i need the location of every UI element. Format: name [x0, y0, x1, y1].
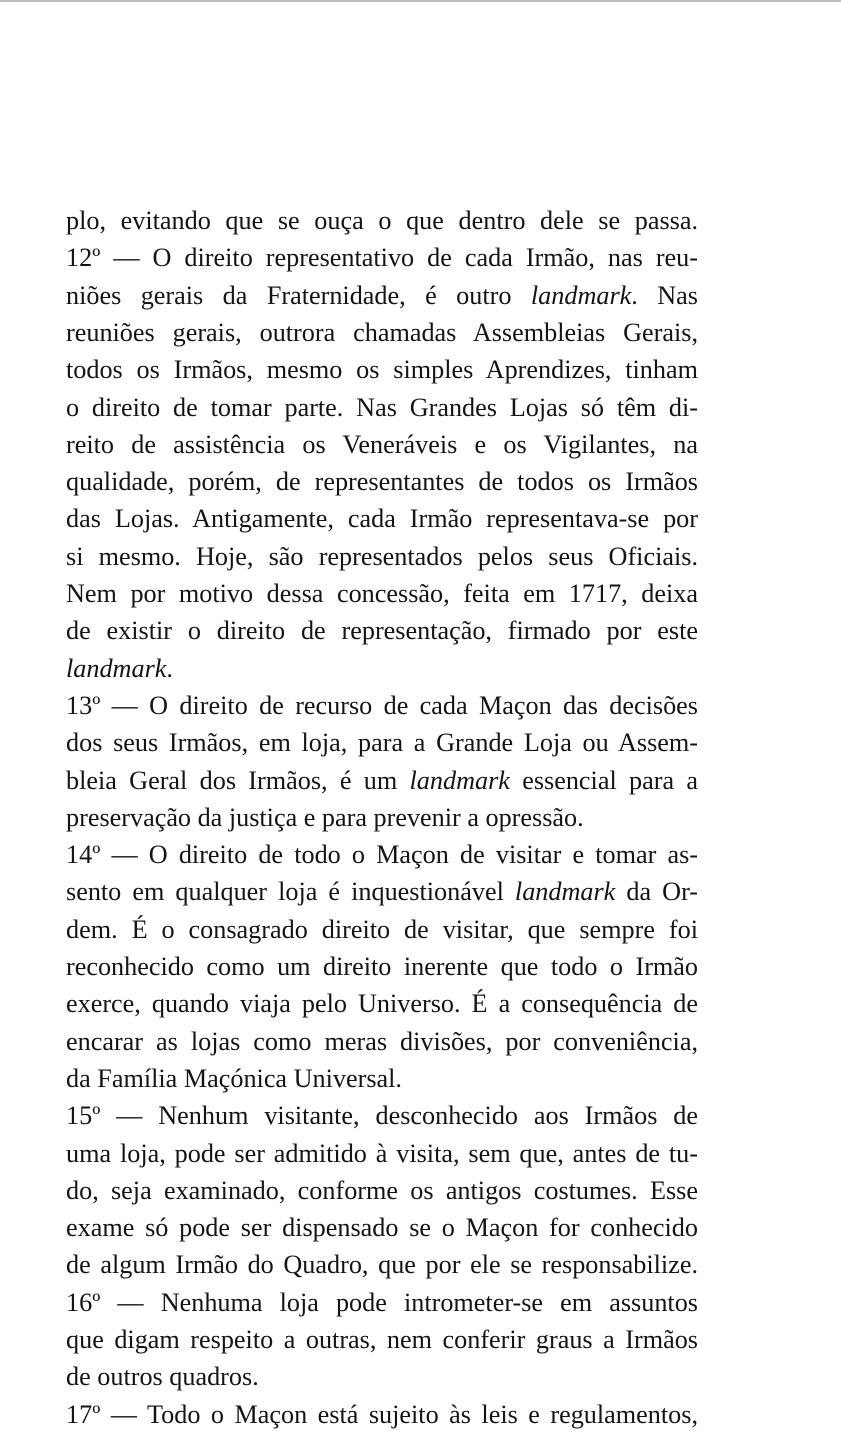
text-line: [66, 466, 698, 503]
text-segment: todos os Irmãos, mesmo os simples Aprendizes, tinham: [66, 355, 698, 385]
italic-term: landmark: [514, 877, 616, 907]
text-segment: das Lojas. Antigamente, cada Irmão representava-se por: [66, 504, 698, 534]
text-line: [66, 1361, 698, 1398]
text-segment: de outros quadros.: [66, 1362, 259, 1392]
text-line: [66, 615, 698, 652]
text-line: [66, 1287, 698, 1324]
text-line: [66, 914, 698, 951]
text-segment: reito de assistência os Veneráveis e os Vigilantes, na: [66, 429, 698, 459]
text-segment: 16º — Nenhuma loja pode intrometer-se em assuntos: [66, 1287, 698, 1317]
text-segment: bleia Geral dos Irmãos, é um: [66, 765, 410, 795]
scan-edge: [0, 0, 841, 2]
text-line: [66, 690, 698, 727]
text-segment: 14º — O direito de todo o Maçon de visitar e tomar as-: [66, 840, 698, 870]
text-segment: 15º — Nenhum visitante, desconhecido aos Irmãos de: [66, 1101, 698, 1131]
text-line: [66, 1324, 698, 1361]
text-segment: preservação da justiça e para prevenir a opressão.: [66, 802, 584, 832]
text-segment: .: [166, 653, 173, 683]
text-segment: exame só pode ser dispensado se o Maçon for conhecido: [66, 1213, 698, 1243]
italic-term: landmark: [409, 765, 510, 795]
text-line: [66, 392, 698, 429]
text-line: [66, 429, 698, 466]
text-segment: de algum Irmão do Quadro, que por ele se responsabilize.: [66, 1250, 698, 1280]
text-segment: encarar as lojas como meras divisões, por conveniência,: [66, 1026, 698, 1056]
text-segment: qualidade, porém, de representantes de todos os Irmãos: [66, 467, 698, 497]
text-segment: sento em qualquer loja é inquestionável: [66, 877, 515, 907]
text-segment: si mesmo. Hoje, são representados pelos seus Oficiais.: [66, 541, 698, 571]
text-segment: 12º — O direito representativo de cada Irmão, nas reu-: [66, 243, 698, 273]
text-line: [66, 354, 698, 391]
text-segment: . Nas: [631, 280, 698, 310]
italic-term: landmark: [530, 280, 632, 310]
text-line: [66, 317, 698, 354]
text-segment: dos seus Irmãos, em loja, para a Grande Loja ou Assem-: [66, 728, 698, 758]
text-line: [66, 1063, 698, 1100]
text-line: [66, 1100, 698, 1137]
text-line: [66, 1175, 698, 1212]
text-line: [66, 1138, 698, 1175]
text-segment: 13º — O direito de recurso de cada Maçon das decisões: [66, 690, 698, 720]
text-line: [66, 876, 698, 913]
text-line: [66, 839, 698, 876]
text-segment: Nem por motivo dessa concessão, feita em 1717, deixa: [66, 579, 698, 608]
italic-term: landmark: [66, 653, 167, 683]
text-line: [66, 988, 698, 1025]
text-line: [66, 205, 698, 242]
text-line: [66, 727, 698, 764]
text-line: [66, 765, 698, 802]
text-segment: 17º — Todo o Maçon está sujeito às leis e regulamentos,: [66, 1399, 698, 1429]
text-line: [66, 1212, 698, 1249]
text-line: [66, 951, 698, 988]
text-segment: exerce, quando viaja pelo Universo. É a consequência de: [66, 989, 698, 1019]
text-segment: reuniões gerais, outrora chamadas Assembleias Gerais,: [66, 317, 698, 347]
text-segment: plo, evitando que se ouça o que dentro dele se passa.: [66, 206, 698, 235]
text-segment: de existir o direito de representação, firmado por este: [66, 616, 698, 646]
text-line: [66, 578, 698, 615]
text-segment: dem. É o consagrado direito de visitar, que sempre foi: [66, 914, 698, 944]
text-segment: da Família Maçónica Universal.: [66, 1063, 402, 1093]
text-segment: niões gerais da Fraternidade, é outro: [66, 280, 531, 310]
text-line: [66, 1399, 698, 1436]
text-line: [66, 802, 698, 839]
text-line: [66, 653, 698, 690]
text-line: [66, 503, 698, 540]
text-segment: essencial para a: [509, 765, 698, 795]
text-line: [66, 541, 698, 578]
text-line: [66, 280, 698, 317]
text-segment: que digam respeito a outras, nem conferir graus a Irmãos: [66, 1325, 698, 1354]
text-line: [66, 1026, 698, 1063]
text-segment: reconhecido como um direito inerente que todo o Irmão: [66, 952, 698, 981]
text-segment: o direito de tomar parte. Nas Grandes Lojas só têm di-: [66, 392, 698, 422]
text-segment: uma loja, pode ser admitido à visita, sem que, antes de tu-: [66, 1138, 698, 1168]
text-segment: do, seja examinado, conforme os antigos costumes. Esse: [66, 1175, 698, 1205]
text-line: [66, 1249, 698, 1286]
text-segment: da Or-: [615, 877, 698, 907]
text-line: [66, 242, 698, 279]
